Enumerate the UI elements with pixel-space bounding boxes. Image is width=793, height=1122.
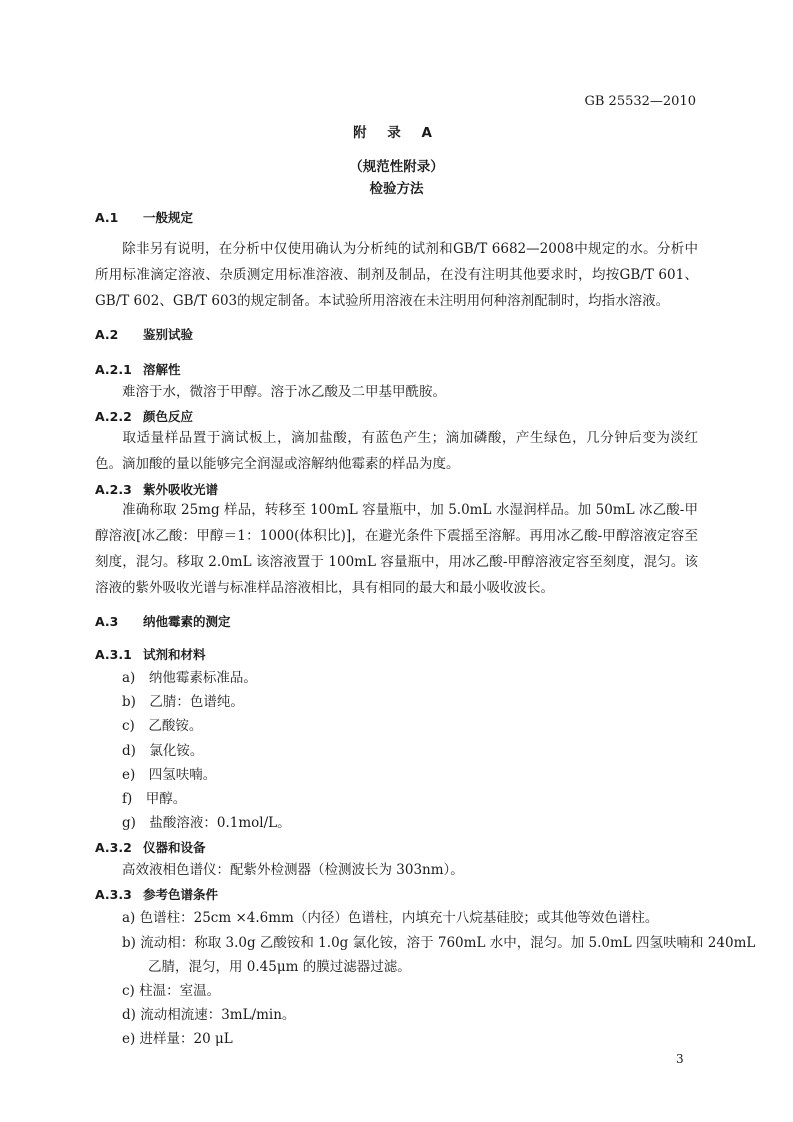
section-title: 试剂和材料 xyxy=(143,647,206,662)
section-a1-heading xyxy=(95,208,193,226)
list-item: d) 流动相流速：3mL/min。 xyxy=(122,1007,296,1023)
list-item: d) 氯化铵。 xyxy=(122,743,204,759)
section-number: A.2.3 xyxy=(95,482,132,497)
list-item: a) 色谱柱：25cm ×4.6mm（内径）色谱柱，内填充十八烷基硅胶；或其他等效色谱柱。 xyxy=(122,910,659,926)
list-item: e) 四氢呋喃。 xyxy=(122,767,217,783)
page-number: 3 xyxy=(676,1052,684,1066)
section-a23-paragraph xyxy=(95,497,698,601)
section-a1-paragraph xyxy=(95,236,698,314)
section-number: A.2 xyxy=(95,327,119,342)
section-a2-heading xyxy=(95,325,193,343)
section-number: A.3.2 xyxy=(95,840,132,855)
section-title: 一般规定 xyxy=(143,210,194,225)
section-number: A.3 xyxy=(95,614,119,629)
section-title: 紫外吸收光谱 xyxy=(143,482,219,497)
section-number: A.2.2 xyxy=(95,409,132,424)
section-a22-paragraph xyxy=(95,425,698,477)
appendix-name: 检验方法 xyxy=(369,181,424,197)
list-item: b) 乙腈：色谱纯。 xyxy=(122,694,244,710)
section-number: A.3.3 xyxy=(95,887,132,902)
paragraph-text: 取适量样品置于滴试板上，滴加盐酸，有蓝色产生；滴加磷酸，产生绿色，几分钟后变为淡红色。滴加酸的量以能够完全润湿或溶解纳他霉素的样品为度。 xyxy=(95,430,698,472)
list-item-continuation: 乙腈，混匀，用 0.45μm 的膜过滤器过滤。 xyxy=(148,959,411,975)
list-item: c) 乙酸铵。 xyxy=(122,718,203,734)
section-number: A.1 xyxy=(95,210,119,225)
list-item: e) 进样量：20 μL xyxy=(122,1031,233,1047)
paragraph-text: 准确称取 25mg 样品，转移至 100mL 容量瓶中，加 5.0mL 水湿润样品。加 50mL 冰乙酸-甲醇溶液[冰乙酸：甲醇＝1：1000(体积比)]，在避光条件下震摇至溶解。再用冰乙酸-甲醇溶液定容至刻度，混匀。移取 2.0mL 该溶液置于 100mL 容量瓶中，用冰乙酸-甲醇溶液定容至刻度，混匀。该溶液的紫外吸收光谱与标准样品溶液相比，具有相同的最大和最小吸收波长。 xyxy=(95,502,698,596)
appendix-type: （规范性附录） xyxy=(349,159,444,175)
section-a32-heading xyxy=(95,838,206,856)
section-a31-heading xyxy=(95,645,206,663)
section-title: 溶解性 xyxy=(143,362,181,377)
list-item: f) 甲醇。 xyxy=(122,791,187,807)
section-number: A.3.1 xyxy=(95,647,132,662)
section-title: 纳他霉素的测定 xyxy=(143,614,231,629)
section-a32-text: 高效液相色谱仪：配紫外检测器（检测波长为 303nm）。 xyxy=(122,862,464,878)
section-a3-heading xyxy=(95,612,231,630)
section-number: A.2.1 xyxy=(95,362,132,377)
appendix-title: 附 录 A xyxy=(353,125,440,141)
section-a21-heading xyxy=(95,360,181,378)
list-item: g) 盐酸溶液：0.1mol/L。 xyxy=(122,815,291,831)
section-title: 参考色谱条件 xyxy=(143,887,219,902)
section-title: 鉴别试验 xyxy=(143,327,194,342)
section-a23-heading xyxy=(95,480,218,498)
section-a22-heading xyxy=(95,407,193,425)
section-title: 仪器和设备 xyxy=(143,840,206,855)
section-title: 颜色反应 xyxy=(143,409,194,424)
list-item: a) 纳他霉素标准品。 xyxy=(122,670,257,686)
section-a33-heading xyxy=(95,885,218,903)
paragraph-text: 除非另有说明，在分析中仅使用确认为分析纯的试剂和GB/T 6682—2008中规定的水。分析中所用标准滴定溶液、杂质测定用标准溶液、制剂及制品，在没有注明其他要求时，均按GB/T 601、GB/T 602、GB/T 603的规定制备。本试验所用溶液在未注明用何种溶剂配制时，均指水溶液。 xyxy=(95,241,698,309)
list-item: c) 柱温：室温。 xyxy=(122,983,221,999)
section-a21-text: 难溶于水，微溶于甲醇。溶于冰乙酸及二甲基甲酰胺。 xyxy=(122,384,446,400)
list-item: b) 流动相：称取 3.0g 乙酸铵和 1.0g 氯化铵，溶于 760mL 水中，混匀。加 5.0mL 四氢呋喃和 240mL xyxy=(122,935,756,951)
standard-number: GB 25532—2010 xyxy=(584,94,696,109)
